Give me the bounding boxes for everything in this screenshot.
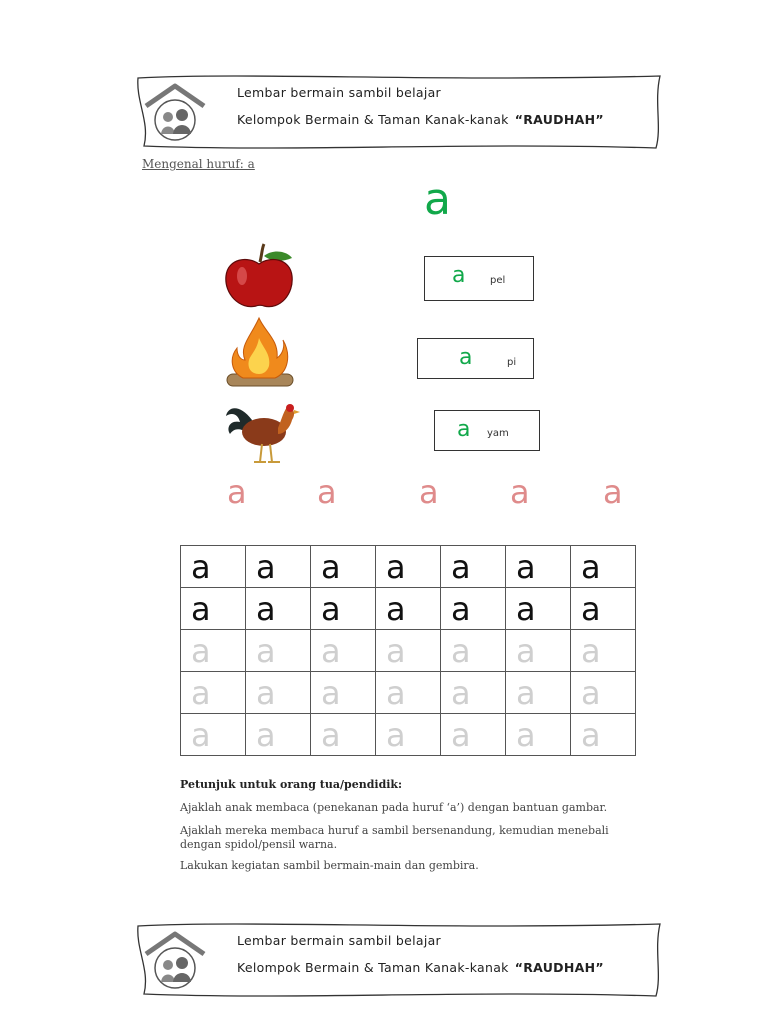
word-box-suffix: pi (507, 357, 517, 368)
grid-row (181, 630, 636, 672)
grid-cell-trace-letter: a (246, 714, 311, 756)
school-logo (142, 80, 208, 144)
grid-cell-trace-letter: a (311, 672, 376, 714)
grid-cell-trace-letter: a (506, 630, 571, 672)
practice-grid (180, 545, 636, 756)
grid-cell-trace-letter: a (441, 630, 506, 672)
grid-cell-trace-letter: a (246, 672, 311, 714)
grid-cell-trace-letter: a (246, 630, 311, 672)
grid-cell-letter: a (181, 588, 246, 630)
header-line-2-text: Kelompok Bermain & Taman Kanak-kanak (237, 112, 509, 127)
instructions-p3: Lakukan kegiatan sambil bermain-main dan gembira. (180, 859, 479, 872)
header-brand: “RAUDHAH” (514, 112, 604, 127)
school-logo (142, 928, 208, 992)
grid-cell-trace-letter: a (506, 714, 571, 756)
word-box-letter: a (457, 417, 471, 442)
word-box-letter: a (459, 345, 473, 370)
instructions-p2-line1: Ajaklah mereka membaca huruf a sambil bersenandung, kemudian menebali (180, 824, 609, 837)
header-line-2 (237, 112, 604, 127)
apple-icon (222, 242, 296, 312)
word-box-apel (424, 256, 534, 301)
grid-row (181, 672, 636, 714)
grid-cell-trace-letter: a (311, 714, 376, 756)
fire-icon (225, 316, 295, 394)
grid-cell-trace-letter: a (376, 714, 441, 756)
pink-letter: a (419, 473, 439, 511)
grid-row (181, 546, 636, 588)
header-line-1: Lembar bermain sambil belajar (237, 933, 441, 948)
grid-row (181, 588, 636, 630)
instructions-p2-line2: dengan spidol/pensil warna. (180, 838, 338, 851)
grid-cell-letter: a (181, 546, 246, 588)
grid-cell-letter: a (376, 546, 441, 588)
instructions-p1: Ajaklah anak membaca (penekanan pada huruf ‘a’) dengan bantuan gambar. (180, 801, 608, 814)
grid-cell-trace-letter: a (571, 672, 636, 714)
grid-cell-letter: a (376, 588, 441, 630)
pink-letter: a (510, 473, 530, 511)
pink-letter: a (227, 473, 247, 511)
instructions-heading: Petunjuk untuk orang tua/pendidik: (180, 778, 403, 791)
grid-cell-letter: a (571, 546, 636, 588)
header-banner-bottom (136, 920, 662, 1000)
pink-letter: a (603, 473, 623, 511)
grid-cell-trace-letter: a (506, 672, 571, 714)
grid-cell-trace-letter: a (571, 630, 636, 672)
grid-cell-letter: a (246, 588, 311, 630)
header-line-2-text: Kelompok Bermain & Taman Kanak-kanak (237, 960, 509, 975)
grid-cell-trace-letter: a (311, 630, 376, 672)
intro-label: Mengenal huruf: a (142, 157, 255, 171)
grid-cell-trace-letter: a (181, 714, 246, 756)
grid-cell-trace-letter: a (441, 714, 506, 756)
grid-cell-trace-letter: a (441, 672, 506, 714)
featured-letter: a (424, 174, 451, 225)
grid-cell-letter: a (441, 546, 506, 588)
grid-cell-letter: a (506, 588, 571, 630)
grid-cell-letter: a (311, 546, 376, 588)
word-box-suffix: pel (490, 275, 506, 286)
pink-letter: a (317, 473, 337, 511)
grid-cell-letter: a (506, 546, 571, 588)
grid-cell-trace-letter: a (571, 714, 636, 756)
grid-row (181, 714, 636, 756)
header-brand: “RAUDHAH” (514, 960, 604, 975)
word-box-suffix: yam (487, 428, 509, 439)
grid-cell-trace-letter: a (181, 630, 246, 672)
grid-cell-letter: a (311, 588, 376, 630)
word-box-letter: a (452, 263, 466, 288)
header-line-2 (237, 960, 604, 975)
grid-cell-trace-letter: a (376, 672, 441, 714)
header-banner-top (136, 72, 662, 152)
word-box-ayam (434, 410, 540, 451)
header-line-1: Lembar bermain sambil belajar (237, 85, 441, 100)
grid-cell-trace-letter: a (376, 630, 441, 672)
grid-cell-letter: a (441, 588, 506, 630)
grid-cell-trace-letter: a (181, 672, 246, 714)
rooster-icon (222, 398, 304, 468)
word-box-api (417, 338, 534, 379)
grid-cell-letter: a (571, 588, 636, 630)
grid-cell-letter: a (246, 546, 311, 588)
